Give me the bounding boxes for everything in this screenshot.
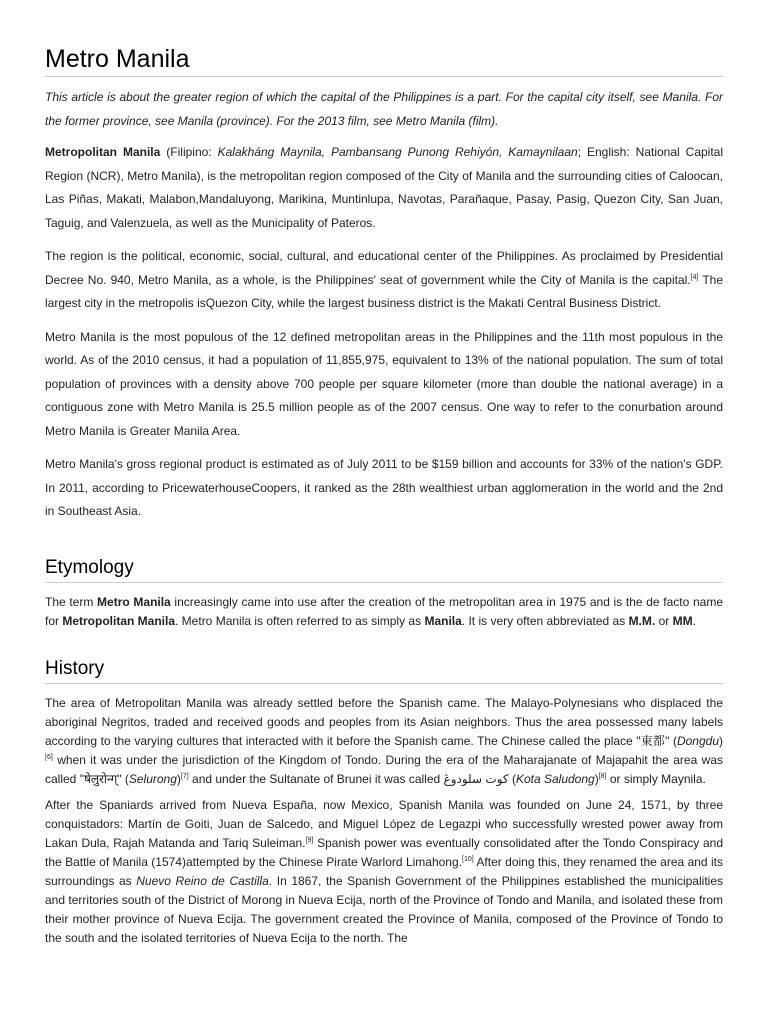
page-title: Metro Manila (45, 44, 723, 77)
intro-paragraph-2 (45, 245, 723, 316)
section-heading-etymology: Etymology (45, 556, 723, 583)
hist-nuevo-reino: Nuevo Reino de Castilla (136, 873, 269, 888)
hist-p1-text-e: or simply Maynila. (606, 771, 706, 786)
intro-paragraph-4: Metro Manila's gross regional product is estimated as of July 2011 to be $159 billion and accounts for 33% of the nation's GDP. In 2011, according to PricewaterhouseCoopers, it ranked as the 28th wealthiest urban agglomeration in the world and the 2nd in Southeast Asia. (45, 457, 723, 518)
etym-text-2: increasingly came into use after the creation of the metropolitan area in 1975 and is the de facto name for (45, 594, 723, 628)
history-paragraph-2 (45, 796, 723, 948)
etym-text-3: . Metro Manila is often referred to as simply as (175, 613, 425, 628)
citation-4[interactable]: [4] (690, 273, 699, 281)
section-heading-history: History (45, 657, 723, 684)
hatnote: This article is about the greater region of which the capital of the Philippines is a part. For the capital city itself, see Manila. For the former province, see Manila (province). For the 2013 film, see Metro Manila (film). (45, 90, 723, 128)
etymology-paragraph (45, 593, 723, 631)
hist-p1-text-c: and under the Sultanate of Brunei it was called (188, 771, 444, 786)
hist-p1-text-b: when it was under the jurisdiction of the Kingdom of Tondo. During the era of the Maharajanate of Majapahit the area was called "षेलुरोन्ग्" ( (45, 752, 723, 786)
hist-p2-text-c: After doing this, they renamed the area and its surroundings as (45, 854, 723, 888)
hist-selurong: Selurong (128, 771, 177, 786)
citation-8[interactable]: [8] (598, 772, 607, 780)
etym-text-6: . (692, 613, 696, 628)
hist-p1-text-a: The area of Metropolitan Manila was already settled before the Spanish came. The Malayo-Polynesians who displaced the aboriginal Negritos, traded and received goods and peoples from its Asian neighbors. Thus the area possessed many labels according to the varying cultures that interacted with it before the Spanish came. The Chinese called the place "東都" ( (45, 695, 723, 748)
intro-p2-text: The region is the political, economic, social, cultural, and educational center of the Philippines. As proclaimed by Presidential Decree No. 940, Metro Manila, as a whole, is the Philippines' seat of government while the City of Manila is the capital. (45, 249, 723, 287)
hist-p1-text-d: ( (508, 771, 516, 786)
hist-p2-text-d: . In 1867, the Spanish Government of the Philippines established the municipalities and territories south of the District of Morong in Nueva Ecija, north of the Province of Tondo and Manila, and isolated these from their mother province of Nueva Ecija. The government created the Province of Manila, composed of the Province of Tondo to the south and the isolated territories of Nueva Ecija to the north. The (45, 873, 723, 945)
intro-bold-name: Metropolitan Manila (45, 145, 161, 159)
intro-filipino-names: Kalakháng Maynila, Pambansang Punong Rehiyón, Kamaynilaan (217, 145, 578, 159)
intro-paragraph-1 (45, 141, 723, 235)
etym-bold-2: Metropolitan Manila (62, 613, 176, 628)
etym-bold-1: Metro Manila (97, 594, 171, 609)
citation-9[interactable]: [9] (305, 836, 314, 844)
etym-bold-4: M.M. (628, 613, 656, 628)
etym-text-5: or (655, 613, 673, 628)
etym-bold-3: Manila (424, 613, 462, 628)
intro-p2-text-end: The largest city in the metropolis isQuezon City, while the largest business district is the Makati Central Business District. (45, 272, 723, 310)
hist-kota-saludong: Kota Saludong (515, 771, 595, 786)
intro-paragraph-3: Metro Manila is the most populous of the 12 defined metropolitan areas in the Philippines and the 11th most populous in the world. As of the 2010 census, it had a population of 11,855,975, equivalent to 13% of the national population. The sum of total population of provinces with a density above 700 people per square kilometer (more than double the national average) in a contiguous zone with Metro Manila is 25.5 million people as of the 2007 census. One way to refer to the conurbation around Metro Manila is Greater Manila Area. (45, 329, 723, 438)
etym-text-1: The term (45, 594, 98, 609)
hist-jawi-script: کوت سلودوڠ (443, 771, 509, 786)
citation-6[interactable]: [6] (45, 753, 53, 761)
hist-p2-text-a: After the Spaniards arrived from Nueva España, now Mexico, Spanish Manila was founded on June 24, 1571, by three conquistadors: Martín de Goiti, Juan de Salcedo, and Miguel López de Legazpi who successfully wrested power away from Lakan Dula, Rajah Matanda and Tariq Suleiman. (45, 797, 723, 850)
hist-dongdu: Dongdu (676, 733, 719, 748)
citation-7[interactable]: [7] (180, 772, 189, 780)
citation-10[interactable]: [10] (462, 855, 474, 863)
history-paragraph-1: The area of Metropolitan Manila was already settled before the Spanish came. The Malayo-Polynesians who displaced the aboriginal Negritos, traded and received goods and peoples from its Asian neighbors. Thus the area possessed many labels according to the varying cultures that interacted with it before the Spanish came. The Chinese called the place "東都" (Dongdu)[6] when it was under the jurisdiction of the Kingdom of Tondo. During the era of the Maharajanate of Majapahit the area was called "षेलुरोन्ग्" (Selurong)[7] and under the Sultanate of Brunei it was called کوت سلودوڠ (Kota Saludong)[8] or simply Maynila. (45, 695, 723, 786)
etym-text-4: . It is very often abbreviated as (461, 613, 629, 628)
etym-bold-5: MM (672, 613, 693, 628)
intro-filipino-label: (Filipino: (160, 145, 218, 159)
hist-p2-text-b: Spanish power was eventually consolidated after the Tondo Conspiracy and the Battle of Manila (1574)attempted by the Chinese Pirate Warlord Limahong. (45, 835, 723, 869)
intro-p1-rest: ; English: National Capital Region (NCR), Metro Manila), is the metropolitan region composed of the City of Manila and the surrounding cities of Caloocan, Las Piñas, Makati, Malabon,Mandaluyong, Marikina, Muntinlupa, Navotas, Parañaque, Pasay, Pasig, Quezon City, San Juan, Taguig, and Valenzuela, as well as the Municipality of Pateros. (45, 145, 724, 230)
